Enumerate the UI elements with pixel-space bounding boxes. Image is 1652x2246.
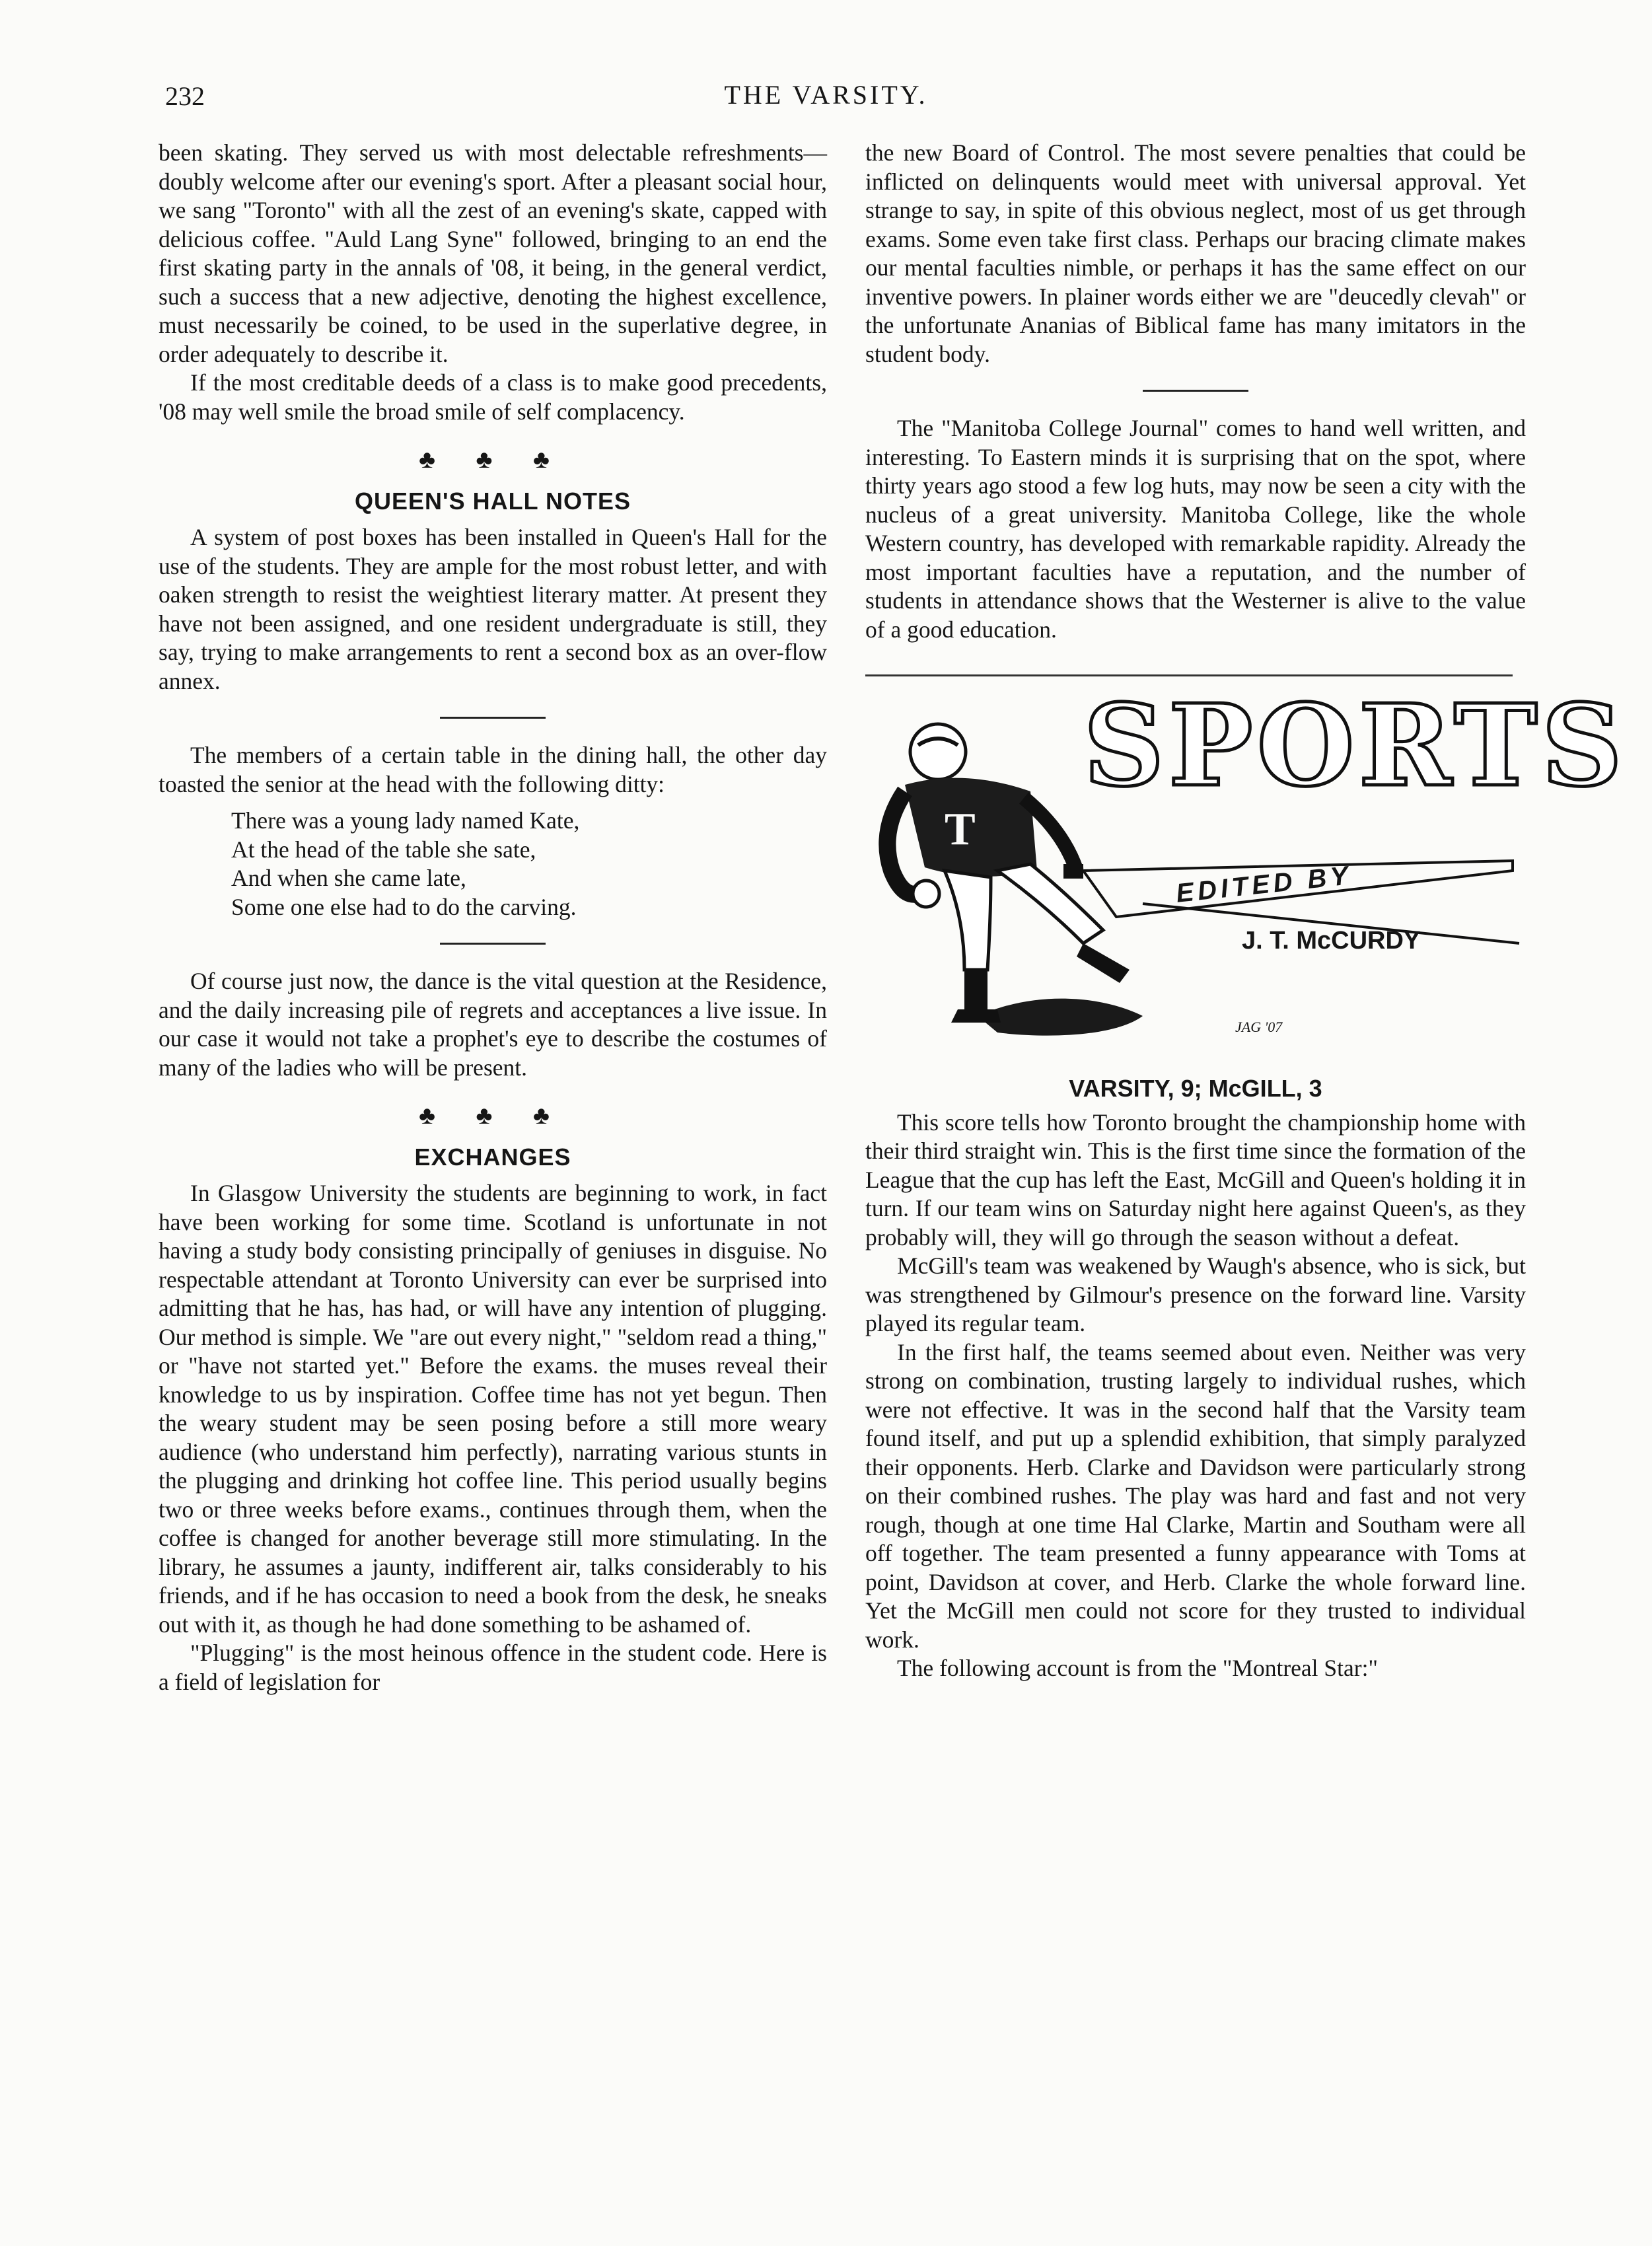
dance-paragraph: Of course just now, the dance is the vital question at the Residence, and the daily increasing pile of regrets and acceptances a live issue. In our case it would not take a prophet's eye to describe the costumes of many of the ladies who will be present. xyxy=(159,968,827,1081)
game-paragraph: The following account is from the "Montreal Star:" xyxy=(897,1655,1378,1681)
class-paragraph: If the most creditable deeds of a class is to make good precedents, '08 may well smile the broad smile of self complacency. xyxy=(159,369,827,425)
edited-by-label: EDITED BY xyxy=(1174,861,1353,908)
artist-initials: JAG '07 xyxy=(1235,1019,1283,1035)
post-boxes-paragraph: A system of post boxes has been installed in Queen's Hall for the use of the students. They are ample for the most robust letter, and with oaken strength to resist the weightiest literary matter. At present they have not been assigned, and one resident undergraduate is still, they say, trying to make arrangements to rent a second box as an over-flow annex. xyxy=(159,524,827,694)
editor-name: J. T. McCURDY xyxy=(1242,927,1421,955)
game-paragraph: McGill's team was weakened by Waugh's absence, who is sick, but was strengthened by Gilmour's presence on the forward line. Varsity played its regular team. xyxy=(865,1252,1526,1336)
short-rule xyxy=(1143,390,1248,392)
sports-banner xyxy=(865,680,1627,1062)
verse-line: There was a young lady named Kate, xyxy=(231,807,580,834)
game-paragraph: This score tells how Toronto brought the championship home with their third straight win. This is the first time since the formation of the League that the cup has left the East, McGill and Queen's holding it in turn. If our team wins on Saturday night here against Queen's, as they probably will, they will go through the season without a defeat. xyxy=(865,1108,1526,1250)
svg-text:T: T xyxy=(945,804,976,855)
verse-line: And when she came late, xyxy=(231,865,466,891)
game-score-heading: VARSITY, 9; McGILL, 3 xyxy=(1069,1075,1322,1102)
running-header: THE VARSITY. xyxy=(724,80,928,110)
queens-hall-heading: QUEEN'S HALL NOTES xyxy=(355,487,631,515)
left-column xyxy=(159,139,827,1696)
board-of-control-paragraph: the new Board of Control. The most severe penalties that could be inflicted on delinquents would meet with universal approval. Yet strange to say, in spite of this obvious neglect, most of us get through exams. Some even take first class. Perhaps our bracing climate makes our mental faculties nimble, or perhaps it has the same effect on our inventive powers. In plainer words either we are "deucedly clevah" or the unfortunate Ananias of Biblical fame has many imitators in the student body. xyxy=(865,139,1526,367)
verse-line: Some one else had to do the carving. xyxy=(231,893,577,920)
wide-rule xyxy=(865,674,1513,676)
verse-line: At the head of the table she sate, xyxy=(231,836,536,863)
sports-title: SPORTS xyxy=(1083,680,1627,812)
right-column xyxy=(865,139,1627,1683)
page-number: 232 xyxy=(165,81,205,111)
plugging-paragraph: "Plugging" is the most heinous offence in the student code. Here is a field of legislation for xyxy=(159,1640,827,1695)
ditty-intro-paragraph: The members of a certain table in the dining hall, the other day toasted the senior at the head with the following ditty: xyxy=(159,742,827,797)
manitoba-paragraph: The "Manitoba College Journal" comes to hand well written, and interesting. To Eastern minds it is surprising that on the spot, where thirty years ago stood a few log huts, may now be seen a city with the nucleus of a great university. Manitoba College, like the whole Western country, has developed with remarkable rapidity. Already the most important faculties have a reputation, and the number of students in attendance shows that the Westerner is alive to the value of a good education. xyxy=(865,415,1526,643)
exchanges-heading: EXCHANGES xyxy=(414,1143,571,1171)
short-rule xyxy=(440,943,546,945)
game-paragraph: In the first half, the teams seemed about even. Neither was very strong on combination, trusting largely to individual rushes, which were not effective. It was in the second half that the Varsity team found itself, and put up a splendid exhibition, that simply paralyzed their opponents. Herb. Clarke and Davidson were particularly strong on their combined rushes. The play was hard and fast and not very rough, though at one time Hal Clarke, Martin and Southam were all off together. The team presented a funny appearance with Toms at point, Davidson at cover, and Herb. Clarke the whole forward line. Yet the McGill men could not score for they trusted to individual work. xyxy=(865,1338,1526,1653)
glasgow-paragraph: In Glasgow University the students are beginning to work, in fact have been working for some time. Scotland is unfortunate in not having a study body consisting principally of geniuses in disguise. No respectable attendant at Toronto University can ever be surprised into admitting that he has, has had, or will have any intention of plugging. Our method is simple. We "are out every night," "seldom read a thing," or "have not started yet." Before the exams. the muses reveal their knowledge to us by inspiration. Coffee time has not yet begun. Then the weary student may be seen posing before a still more weary audience (who understand him perfectly), narrating various stunts in the plugging and drinking hot coffee line. This period usually begins two or three weeks before exams., continues through them, when the coffee is changed for another beverage still more stimulating. In the library, he assumes a jaunty, indifferent air, talks considerably to his friends, and if he has occasion to need a book from the desk, he sneaks out with it, as though he had done something to be ashamed of. xyxy=(159,1180,827,1638)
short-rule xyxy=(440,717,546,719)
ornament-divider: ♣ ♣ ♣ xyxy=(419,1102,567,1130)
skating-paragraph: been skating. They served us with most delectable refreshments—doubly welcome after our evening's sport. After a pleasant social hour, we sang "Toronto" with all the zest of an evening's skate, capped with delicious coffee. "Auld Lang Syne" followed, bringing to an end the first skating party in the annals of '08, it being, in the general verdict, such a success that a new adjective, denoting the highest excellence, must necessarily be coined, to be used in the superlative degree, in order adequately to describe it. xyxy=(159,139,827,367)
ditty-verse xyxy=(159,807,827,922)
ornament-divider: ♣ ♣ ♣ xyxy=(419,446,567,474)
